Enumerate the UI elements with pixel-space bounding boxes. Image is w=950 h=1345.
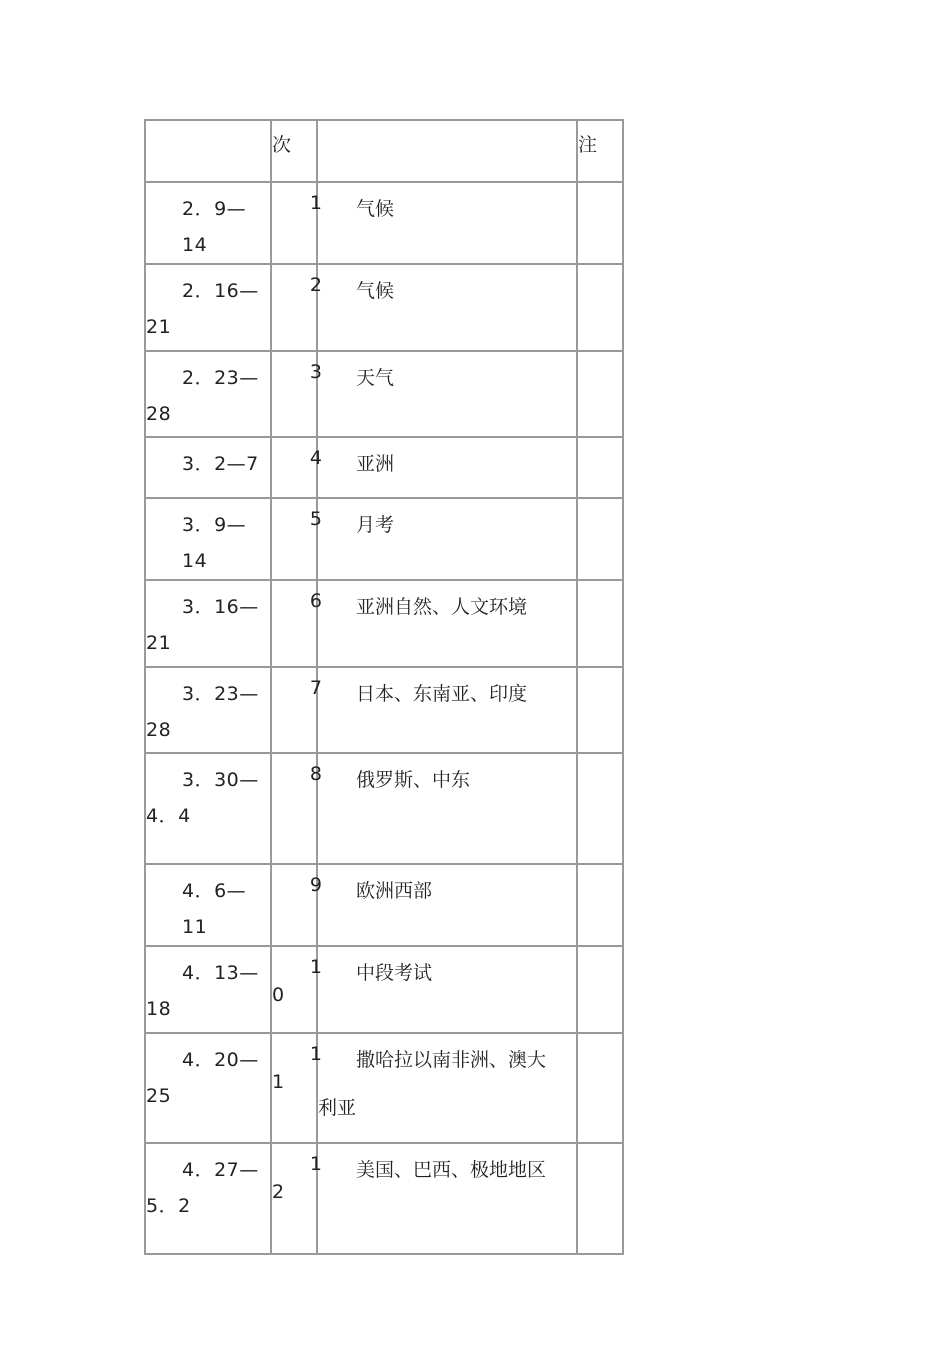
date-text: 3．30— [182, 769, 259, 791]
date-text-continued: 4．4 [146, 805, 191, 827]
week-number-cell [271, 1033, 322, 1143]
table-row [145, 1143, 623, 1254]
date-text-continued: 21 [146, 316, 172, 338]
note-cell [577, 264, 623, 351]
week-number: 4 [309, 447, 322, 469]
topic-text-continued [318, 1188, 576, 1200]
note-cell [577, 1033, 623, 1143]
topic-text-continued [318, 482, 576, 494]
topic-text-continued: 利亚 [318, 1097, 357, 1119]
topic-text: 美国、巴西、极地地区 [356, 1159, 547, 1181]
topic-text-continued [318, 712, 576, 724]
topic-text-continued [318, 625, 576, 637]
week-number: 9 [309, 874, 322, 896]
date-text-continued: 28 [146, 719, 172, 741]
week-number-continued: 0 [272, 984, 285, 1006]
date-text-continued: 25 [146, 1085, 172, 1107]
date-cell [145, 498, 271, 580]
date-cell [145, 946, 271, 1033]
topic-text-continued [318, 396, 576, 408]
date-text-continued: 28 [146, 403, 172, 425]
topic-text: 气候 [356, 198, 395, 220]
week-number: 1 [309, 192, 322, 214]
table-row [145, 753, 623, 864]
note-cell [577, 498, 623, 580]
schedule-table [144, 119, 624, 1255]
date-text-continued: 5．2 [146, 1195, 191, 1217]
topic-cell [317, 498, 577, 580]
header-row [145, 120, 623, 182]
date-cell [145, 437, 271, 498]
note-cell [577, 437, 623, 498]
date-cell [145, 580, 271, 667]
week-number-continued: 1 [272, 1071, 285, 1093]
topic-cell [317, 580, 577, 667]
week-number: 5 [309, 508, 322, 530]
table-row [145, 351, 623, 437]
date-text: 3．2—7 [182, 453, 259, 475]
topic-text: 日本、东南亚、印度 [356, 683, 528, 705]
week-number: 8 [309, 763, 322, 785]
topic-text-continued [318, 798, 576, 810]
note-cell [577, 1143, 623, 1254]
date-text: 4．20— [182, 1049, 259, 1071]
table-row [145, 182, 623, 264]
topic-cell [317, 182, 577, 264]
topic-cell [317, 946, 577, 1033]
week-number-cell [271, 264, 322, 351]
topic-text-continued [318, 991, 576, 1003]
topic-cell [317, 1033, 577, 1143]
date-cell [145, 1033, 271, 1143]
note-cell [577, 580, 623, 667]
note-cell [577, 182, 623, 264]
topic-text: 亚洲自然、人文环境 [356, 596, 528, 618]
week-number: 2 [309, 274, 322, 296]
topic-text-continued [318, 543, 576, 555]
week-number-cell [271, 580, 322, 667]
topic-text: 天气 [356, 367, 395, 389]
topic-cell [317, 753, 577, 864]
week-number-cell [271, 667, 322, 753]
note-cell [577, 753, 623, 864]
week-number-cell [271, 864, 322, 946]
header-date [145, 120, 271, 182]
week-number: 7 [309, 677, 322, 699]
date-text: 2．16— [182, 280, 259, 302]
topic-text-continued [318, 227, 576, 239]
week-number-cell [271, 1143, 322, 1254]
header-content [317, 120, 577, 182]
header-week: 次 [271, 120, 317, 182]
week-number: 6 [309, 590, 322, 612]
date-text-continued: 18 [146, 998, 172, 1020]
date-text-continued: 21 [146, 632, 172, 654]
note-cell [577, 351, 623, 437]
table-row [145, 864, 623, 946]
week-number-cell [271, 351, 322, 437]
date-text: 3．23— [182, 683, 259, 705]
date-cell [145, 753, 271, 864]
topic-text-continued [318, 309, 576, 321]
topic-cell [317, 1143, 577, 1254]
date-text: 4．6—11 [182, 880, 247, 938]
date-cell [145, 864, 271, 946]
week-number: 1 [309, 1043, 322, 1065]
note-cell [577, 864, 623, 946]
note-cell [577, 946, 623, 1033]
week-number: 3 [309, 361, 322, 383]
topic-text: 月考 [356, 514, 395, 536]
week-number-cell [271, 182, 322, 264]
date-text: 4．13— [182, 962, 259, 984]
week-number-cell [271, 498, 322, 580]
date-cell [145, 667, 271, 753]
week-number-cell [271, 946, 322, 1033]
header-note: 注 [577, 120, 623, 182]
table-row [145, 946, 623, 1033]
table-row [145, 580, 623, 667]
week-number: 1 [309, 1153, 322, 1175]
date-text: 4．27— [182, 1159, 259, 1181]
topic-cell [317, 667, 577, 753]
week-number-cell [271, 753, 322, 864]
topic-text: 撒哈拉以南非洲、澳大 [356, 1049, 547, 1071]
table-row [145, 1033, 623, 1143]
topic-text: 气候 [356, 280, 395, 302]
date-text: 2．9—14 [182, 198, 247, 256]
date-cell [145, 1143, 271, 1254]
topic-text: 亚洲 [356, 453, 395, 475]
table-row [145, 498, 623, 580]
topic-text: 欧洲西部 [356, 880, 433, 902]
topic-cell [317, 264, 577, 351]
week-number-continued: 2 [272, 1181, 285, 1203]
date-text: 3．9—14 [182, 514, 247, 572]
date-cell [145, 182, 271, 264]
week-number-cell [271, 437, 322, 498]
note-cell [577, 667, 623, 753]
topic-text: 俄罗斯、中东 [356, 769, 471, 791]
topic-cell [317, 351, 577, 437]
date-cell [145, 264, 271, 351]
topic-cell [317, 864, 577, 946]
date-text: 3．16— [182, 596, 259, 618]
table-row [145, 667, 623, 753]
topic-text: 中段考试 [356, 962, 433, 984]
date-cell [145, 351, 271, 437]
topic-cell [317, 437, 577, 498]
table-row [145, 264, 623, 351]
week-number: 1 [309, 956, 322, 978]
topic-text-continued [318, 909, 576, 921]
date-text: 2．23— [182, 367, 259, 389]
table-row [145, 437, 623, 498]
